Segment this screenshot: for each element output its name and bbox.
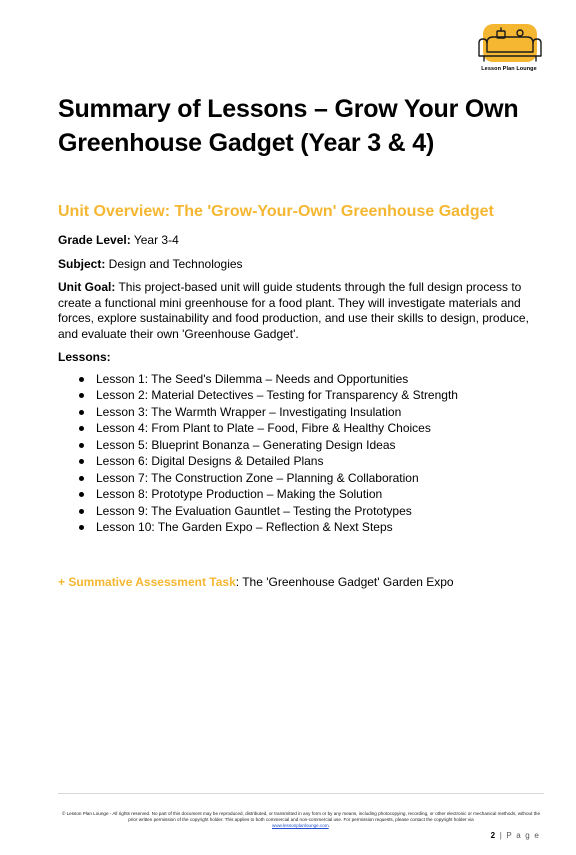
unit-goal-label: Unit Goal: xyxy=(58,280,116,294)
list-item: Lesson 5: Blueprint Bonanza – Generating Design Ideas xyxy=(96,437,533,454)
website-link[interactable]: www.lessonplanlounge.com xyxy=(272,823,329,829)
list-item: Lesson 6: Digital Designs & Detailed Plans xyxy=(96,453,533,470)
unit-goal-line xyxy=(58,280,533,342)
list-item: Lesson 8: Prototype Production – Making the Solution xyxy=(96,486,533,503)
subject-label: Subject: xyxy=(58,256,106,271)
summative-value: : The 'Greenhouse Gadget' Garden Expo xyxy=(235,575,454,589)
link-suffix: . xyxy=(328,823,330,829)
page-number-value: 2 xyxy=(490,831,497,840)
list-item: Lesson 2: Material Detectives – Testing for Transparency & Strength xyxy=(96,387,533,404)
sofa-icon xyxy=(477,24,543,66)
subject-value: Design and Technologies xyxy=(105,256,243,271)
list-item: Lesson 10: The Garden Expo – Reflection & Next Steps xyxy=(96,519,533,536)
grade-level-line xyxy=(58,233,533,249)
grade-level-value: Year 3-4 xyxy=(130,233,179,247)
page-title: Summary of Lessons – Grow Your Own Greenhouse Gadget (Year 3 & 4) xyxy=(58,95,519,157)
list-item: Lesson 7: The Construction Zone – Planning & Collaboration xyxy=(96,470,533,487)
footer-divider xyxy=(58,793,544,794)
unit-goal-value: This project-based unit will guide students through the full design process to create a functional mini greenhouse for a food plant. They will investigate materials and forces, explore sustainability and food production, and use their skills to design, produce, and evaluate their own 'Greenhouse Gadget'. xyxy=(58,280,529,341)
lessons-list xyxy=(58,371,533,536)
unit-details xyxy=(58,233,533,536)
list-item: Lesson 3: The Warmth Wrapper – Investigating Insulation xyxy=(96,404,533,421)
lessons-label: Lessons: xyxy=(58,350,111,364)
summative-label: + Summative Assessment Task xyxy=(58,575,236,589)
logo-text: Lesson Plan Lounge xyxy=(481,66,537,72)
page-number-separator: | xyxy=(496,831,507,840)
copyright-notice xyxy=(58,811,544,830)
subject-line xyxy=(58,257,533,273)
page-number xyxy=(491,831,540,840)
grade-level-label: Grade Level: xyxy=(58,233,131,247)
list-item: Lesson 9: The Evaluation Gauntlet – Testing the Prototypes xyxy=(96,503,533,520)
list-item: Lesson 4: From Plant to Plate – Food, Fibre & Healthy Choices xyxy=(96,420,533,437)
list-item: Lesson 1: The Seed's Dilemma – Needs and Opportunities xyxy=(96,371,533,388)
page-label: P a g e xyxy=(506,831,540,840)
summative-assessment xyxy=(58,574,454,590)
unit-overview-heading: Unit Overview: The 'Grow-Your-Own' Greenhouse Gadget xyxy=(58,203,494,220)
copyright-text: © Lesson Plan Lounge - All rights reserved. No part of this document may be reproduced, distributed, or transmitted in any form or by any means, including photocopying, recording, or other electronic or mechanical methods, without the prior written permission of the copyright holder. This applies to both commercial and non-commercial use. For permission requests, please contact the copyright holder via xyxy=(61,811,541,823)
